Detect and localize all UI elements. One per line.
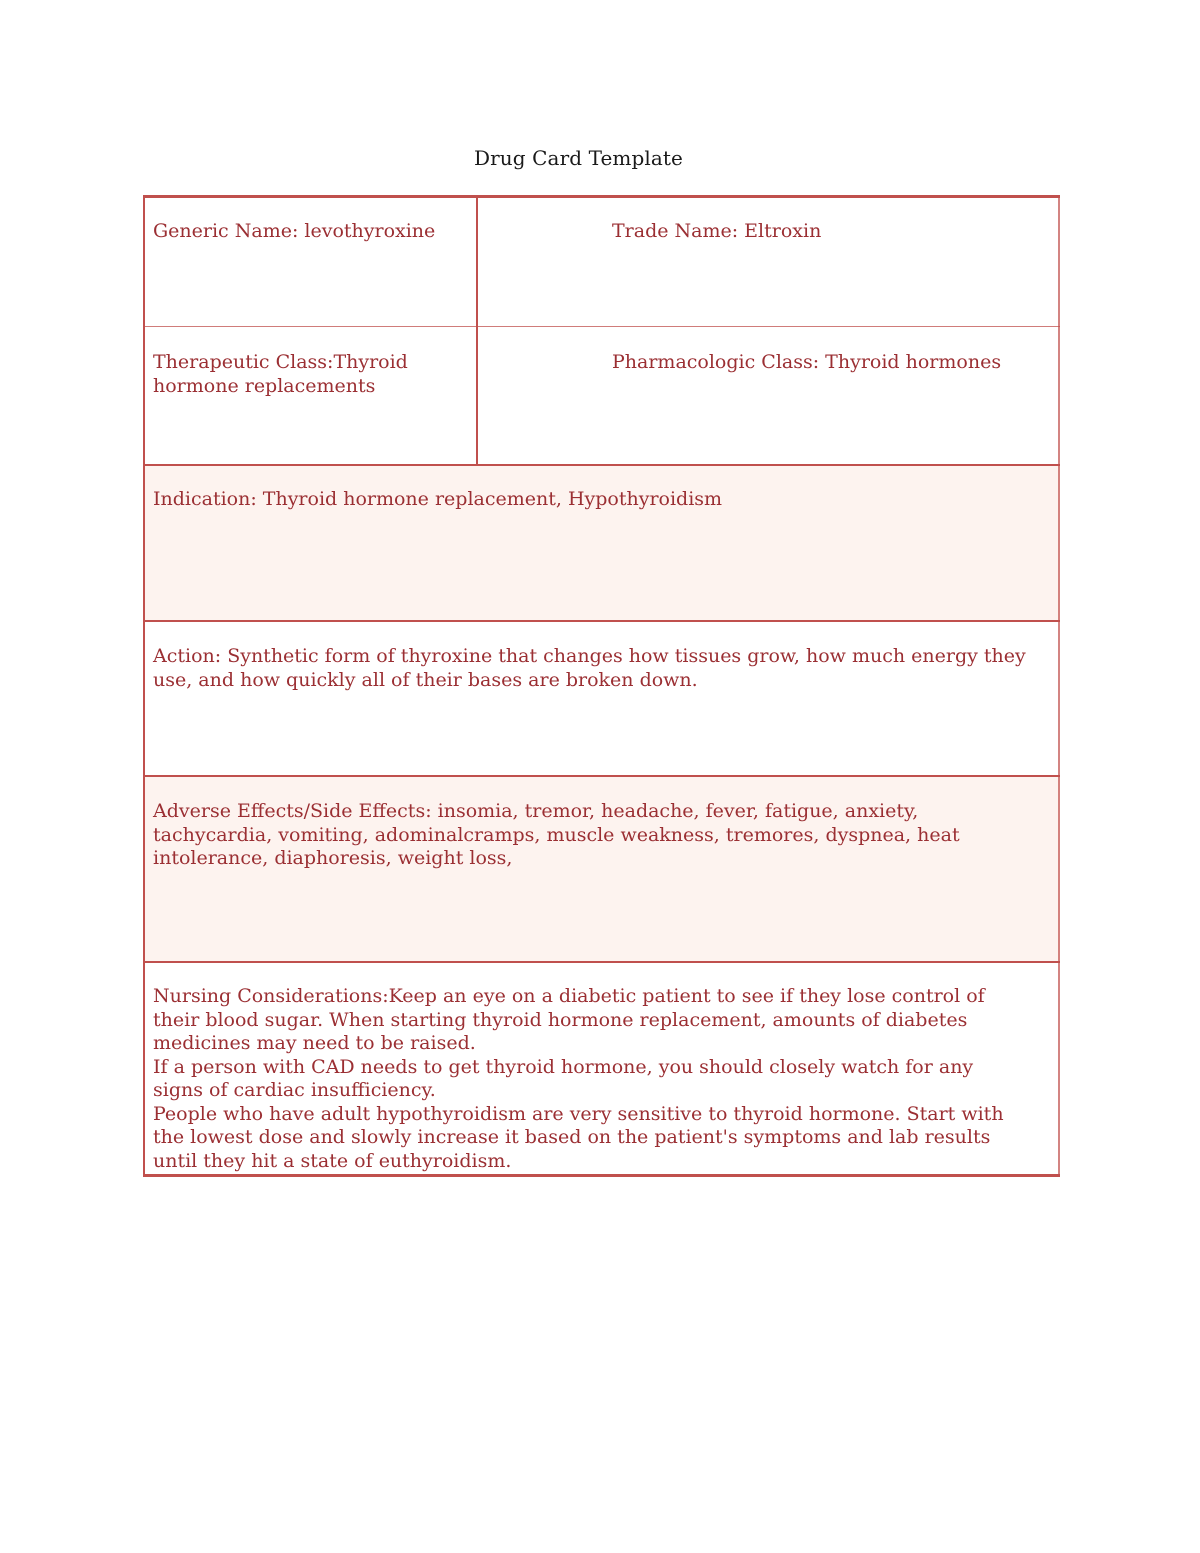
pharmacologic-class-cell bbox=[477, 326, 1060, 465]
nursing-considerations-cell bbox=[143, 962, 1060, 1177]
pharmacologic-class: Pharmacologic Class: Thyroid hormones bbox=[612, 351, 1002, 373]
table-border-right bbox=[1058, 195, 1060, 1177]
adverse-effects-cell bbox=[143, 776, 1060, 962]
table-divider bbox=[143, 620, 1060, 622]
adverse-effects: Adverse Effects/Side Effects: insomia, tremor, headache, fever, fatigue, anxiety, tachycardia, vomiting, adominalcramps, muscle weakness, tremores, dyspnea, heat intolerance, diaphoresis, weight loss, bbox=[153, 800, 960, 869]
table-divider bbox=[143, 961, 1060, 963]
table-divider bbox=[143, 775, 1060, 777]
table-divider bbox=[143, 464, 1060, 466]
indication: Indication: Thyroid hormone replacement, Hypothyroidism bbox=[153, 488, 723, 510]
table-border-left bbox=[143, 195, 145, 1177]
generic-name: Generic Name: levothyroxine bbox=[153, 220, 436, 242]
action-cell bbox=[143, 621, 1060, 776]
drug-card-table bbox=[143, 195, 1060, 1177]
table-border-bottom bbox=[143, 1174, 1060, 1177]
document-title: Drug Card Template bbox=[474, 146, 683, 170]
action: Action: Synthetic form of thyroxine that changes how tissues grow, how much energy they use, and how quickly all of their bases are broken down. bbox=[153, 645, 1026, 691]
nursing-paragraph: People who have adult hypothyroidism are very sensitive to thyroid hormone. Start with the lowest dose and slowly increase it based on the patient's symptoms and lab results until they hit a state of euthyroidism. bbox=[153, 1102, 1004, 1172]
table-border-top bbox=[143, 195, 1060, 198]
column-divider bbox=[476, 195, 478, 465]
nursing-paragraph: If a person with CAD needs to get thyroid hormone, you should closely watch for any signs of cardiac insufficiency. bbox=[153, 1055, 974, 1101]
therapeutic-class-cell bbox=[143, 326, 477, 465]
indication-cell bbox=[143, 465, 1060, 621]
table-divider bbox=[143, 326, 1060, 327]
trade-name: Trade Name: Eltroxin bbox=[612, 220, 822, 242]
nursing-paragraph: Nursing Considerations:Keep an eye on a diabetic patient to see if they lose control of their blood sugar. When starting thyroid hormone replacement, amounts of diabetes medicines may need to be raised. bbox=[153, 985, 985, 1054]
nursing-considerations bbox=[153, 985, 1022, 1173]
trade-name-cell bbox=[477, 195, 1060, 326]
generic-name-cell bbox=[143, 195, 477, 326]
therapeutic-class: Therapeutic Class:Thyroid hormone replacements bbox=[153, 351, 408, 397]
